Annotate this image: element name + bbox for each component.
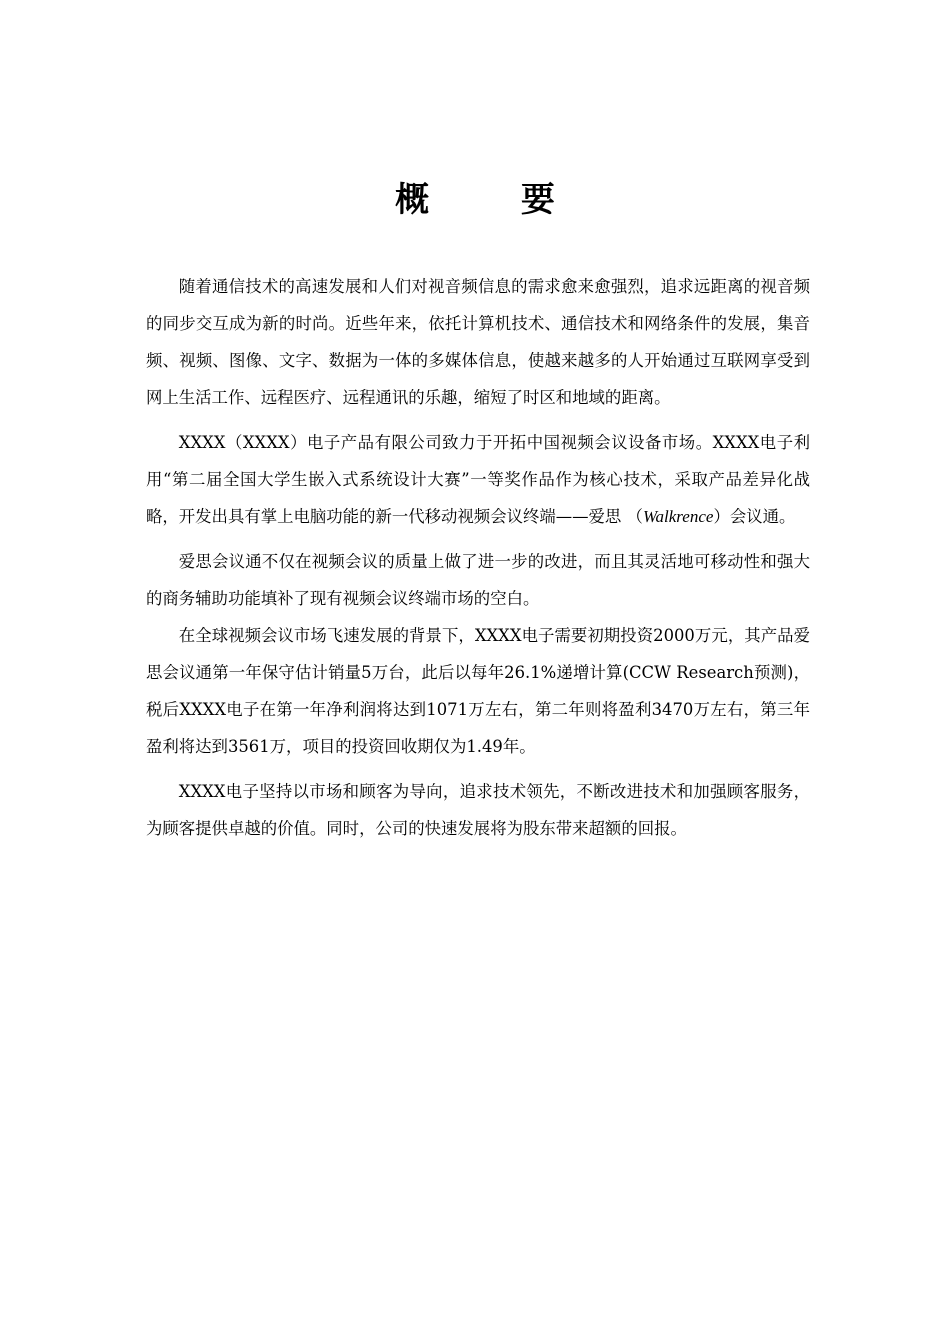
paragraph-company-tail: ）会议通。 xyxy=(713,507,796,526)
document-body xyxy=(146,268,810,847)
paragraph-company-text: XXXX（XXXX）电子产品有限公司致力于开拓中国视频会议设备市场。XXXX电子利用“第二届全国大学生嵌入式系统设计大赛”一等奖作品作为核心技术，采取产品差异化战略，开发出具有掌上电脑功能的新一代移动视频会议终端——爱思 （ xyxy=(146,433,810,526)
paragraph-company xyxy=(146,424,810,535)
brand-name: Walkrence xyxy=(642,507,714,526)
paragraph-strategy: XXXX电子坚持以市场和顾客为导向，追求技术领先，不断改进技术和加强顾客服务，为顾客提供卓越的价值。同时，公司的快速发展将为股东带来超额的回报。 xyxy=(146,782,810,838)
page-title: 概 要 xyxy=(395,180,595,220)
paragraph-finance: 在全球视频会议市场飞速发展的背景下，XXXX电子需要初期投资2000万元，其产品爱思会议通第一年保守估计销量5万台，此后以每年26.1%递增计算(CCW Research预测)，税后XXXX电子在第一年净利润将达到1071万左右，第二年则将盈利3470万左右，第三年盈利将达到3561万，项目的投资回收期仅为1.49年。 xyxy=(146,626,810,756)
paragraph-product: 爱思会议通不仅在视频会议的质量上做了进一步的改进，而且其灵活地可移动性和强大的商务辅助功能填补了现有视频会议终端市场的空白。 xyxy=(146,552,810,608)
paragraph-intro: 随着通信技术的高速发展和人们对视音频信息的需求愈来愈强烈，追求远距离的视音频的同步交互成为新的时尚。近些年来，依托计算机技术、通信技术和网络条件的发展，集音频、视频、图像、文字、数据为一体的多媒体信息，使越来越多的人开始通过互联网享受到网上生活工作、远程医疗、远程通讯的乐趣，缩短了时区和地域的距离。 xyxy=(146,277,810,407)
